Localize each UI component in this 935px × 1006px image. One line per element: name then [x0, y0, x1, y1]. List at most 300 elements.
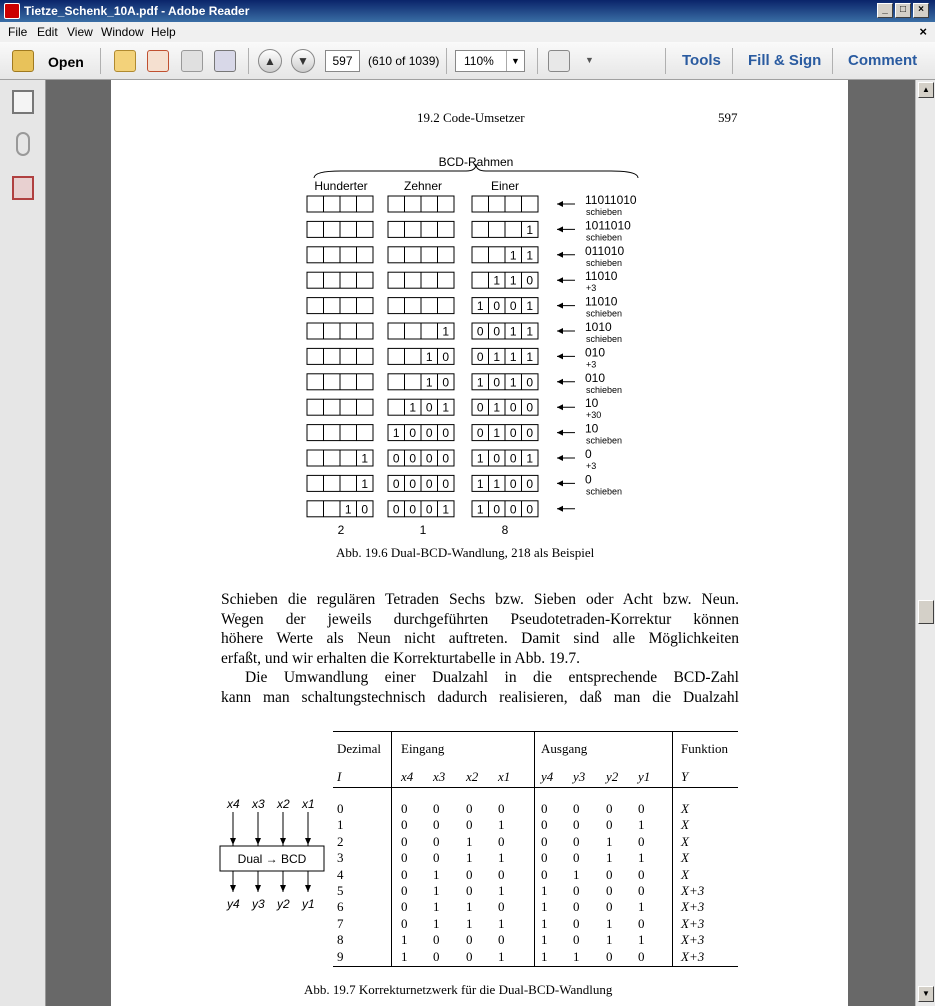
bit-digit: 1 [493, 476, 501, 491]
arrow-head [557, 303, 563, 309]
binary-value: 11010 [585, 294, 618, 309]
column-label: Einer [490, 179, 520, 193]
table-cell: 1 [433, 866, 440, 882]
arrow-head [557, 430, 563, 436]
bit-digit: 1 [493, 273, 501, 288]
bit-digit: 1 [526, 299, 534, 314]
table-cell: 1 [433, 899, 440, 915]
table-subheader: y4 [541, 769, 554, 784]
bit-digit: 0 [442, 426, 450, 441]
table-cell: 8 [337, 932, 344, 948]
bit-digit: 0 [442, 451, 450, 466]
bit-digit: 1 [526, 222, 534, 237]
table-cell: 1 [466, 833, 473, 849]
bit-digit: 1 [509, 324, 517, 339]
navigation-panel [0, 80, 46, 1006]
bit-digit: 0 [526, 375, 534, 390]
bit-digit: 1 [476, 375, 484, 390]
bit-digit: 0 [526, 273, 534, 288]
bit-digit: 0 [526, 502, 534, 517]
text-line: höhere Werte als Neun nicht auftreten. Damit sind alle Möglichkeiten [221, 630, 739, 647]
bit-digit: 1 [526, 451, 534, 466]
table-cell: 0 [433, 817, 440, 833]
operation-note: schieben [586, 257, 623, 268]
bit-digit: 0 [409, 426, 417, 441]
table-cell: X [681, 850, 689, 866]
zoom-value: 110% [464, 54, 494, 68]
table-cell: X [681, 817, 689, 833]
table-cell: X+3 [681, 899, 705, 915]
figure-19-6-caption: Abb. 19.6 Dual-BCD-Wandlung, 218 als Beispiel [336, 545, 595, 560]
arrow-head [557, 506, 563, 512]
operation-note: schieben [586, 384, 623, 395]
next-page-button[interactable]: ▼ [291, 49, 315, 73]
zoom-select[interactable] [455, 50, 525, 72]
table-cell: X [681, 866, 689, 882]
fit-page-icon[interactable] [548, 50, 570, 72]
table-divider [391, 731, 392, 967]
operation-note: +3 [586, 461, 597, 471]
text-line: kann man schaltungstechnisch dadurch realisieren, daß man die Dualzahl [221, 688, 739, 706]
table-cell: 0 [433, 850, 440, 866]
table-cell: 0 [541, 850, 548, 866]
table-cell: 1 [498, 915, 505, 931]
table-cell: 1 [466, 899, 473, 915]
table-cell: 0 [541, 866, 548, 882]
bit-digit: 1 [425, 349, 433, 364]
table-cell: 0 [573, 899, 580, 915]
bit-digit: 1 [442, 502, 450, 517]
toolbar-options-chevron-icon[interactable]: ▼ [585, 55, 594, 65]
bit-digit: 1 [509, 273, 517, 288]
table-cell: 1 [433, 915, 440, 931]
bit-digit: 1 [493, 400, 501, 415]
arrow-head [557, 404, 563, 410]
table-subheader: x4 [401, 769, 414, 784]
bit-digit: 0 [425, 426, 433, 441]
create-pdf-icon[interactable] [114, 50, 136, 72]
table-cell: 0 [498, 866, 505, 882]
table-cell: 0 [573, 833, 580, 849]
table-cell: 1 [498, 883, 505, 898]
arrow-head [255, 838, 261, 845]
table-cell: 0 [401, 817, 408, 833]
binary-value: 1010 [585, 320, 612, 334]
open-button[interactable] [8, 47, 96, 75]
bcd-digit: 8 [501, 523, 509, 538]
bit-digit: 1 [509, 248, 517, 263]
bit-digit: 0 [526, 426, 534, 441]
operation-note: schieben [586, 232, 623, 243]
frame-label: BCD-Rahmen [438, 155, 514, 169]
text-line: Die Umwandlung einer Dualzahl in die entsprechende BCD-Zahl [245, 669, 739, 686]
table-cell: 0 [606, 817, 613, 833]
page-number: 597 [718, 110, 738, 125]
table-cell: 1 [401, 932, 408, 948]
arrow-head [230, 838, 236, 845]
table-header: Dezimal [337, 741, 382, 756]
table-cell: 6 [337, 899, 344, 915]
folder-icon [12, 50, 34, 72]
bit-digit: 1 [361, 451, 369, 466]
open-label: Open [48, 54, 84, 70]
table-cell: 0 [433, 833, 440, 849]
table-cell: 0 [638, 833, 645, 849]
bit-digit: 1 [442, 400, 450, 415]
dual-bcd-conversion-figure [301, 146, 671, 546]
scroll-up-button[interactable]: ▲ [918, 82, 934, 98]
table-divider [672, 731, 673, 967]
scrollbar-thumb[interactable] [918, 600, 934, 624]
table-cell: 0 [401, 899, 408, 915]
page-number-input[interactable]: 597 [325, 50, 360, 72]
menu-file[interactable]: File [8, 25, 28, 39]
arrow-head [305, 838, 311, 845]
bit-digit: 0 [509, 400, 517, 415]
table-cell: 0 [573, 817, 580, 833]
table-subheader: y1 [638, 769, 651, 784]
previous-page-button[interactable]: ▲ [258, 49, 282, 73]
arrow-head [557, 252, 563, 258]
column-label: Hunderter [314, 179, 368, 193]
input-label: x4 [227, 797, 240, 811]
bit-digit: 1 [493, 349, 501, 364]
operation-note: schieben [586, 334, 623, 344]
bit-digit: 0 [476, 349, 484, 364]
page-count-label: (610 of 1039) [368, 54, 440, 68]
document-close-icon[interactable]: × [919, 24, 927, 39]
pdf-app-icon [4, 3, 20, 19]
bit-digit: 0 [476, 324, 484, 339]
bit-digit: 0 [493, 299, 501, 314]
bit-digit: 0 [409, 476, 417, 491]
table-cell: 0 [638, 801, 645, 816]
table-cell: 1 [337, 817, 344, 833]
table-cell: X+3 [681, 932, 705, 948]
bit-digit: 0 [509, 451, 517, 466]
arrow-head [557, 455, 563, 461]
table-cell: 1 [606, 932, 613, 948]
minimize-button[interactable]: _ [877, 3, 893, 18]
attachments-paperclip-icon[interactable] [16, 132, 30, 156]
binary-value: 10 [585, 396, 599, 411]
table-cell: 0 [466, 866, 473, 882]
binary-value: 010 [585, 345, 606, 360]
table-cell: 1 [498, 817, 505, 833]
bit-digit: 0 [493, 451, 501, 466]
bit-digit: 1 [361, 476, 369, 491]
bcd-digit: 2 [337, 523, 345, 538]
table-cell: X+3 [681, 948, 705, 964]
bit-digit: 0 [425, 451, 433, 466]
table-cell: 1 [638, 850, 645, 866]
arrow-head [280, 885, 286, 892]
table-header: Ausgang [541, 741, 588, 756]
table-subheader: x2 [466, 769, 479, 784]
bit-digit: 0 [425, 502, 433, 517]
table-cell: 1 [541, 948, 548, 964]
table-cell: 1 [573, 948, 580, 964]
bit-digit: 1 [509, 349, 517, 364]
table-cell: 9 [337, 948, 344, 964]
bcd-digit: 1 [419, 523, 427, 538]
table-rule [333, 787, 738, 788]
title-bar [0, 0, 935, 22]
bit-digit: 0 [409, 502, 417, 517]
table-cell: 0 [433, 948, 440, 964]
bit-digit: 0 [392, 476, 400, 491]
table-cell: 0 [401, 801, 408, 816]
table-cell: 1 [638, 932, 645, 948]
bit-digit: 0 [476, 400, 484, 415]
table-cell: 0 [498, 801, 505, 816]
bit-digit: 0 [509, 299, 517, 314]
table-cell: 1 [498, 850, 505, 866]
table-cell: 4 [337, 866, 344, 882]
table-cell: 0 [466, 801, 473, 816]
text-line: Schieben die regulären Tetraden Sechs bzw. Sieben oder Acht bzw. Neun. [221, 591, 739, 608]
bit-digit: 1 [526, 324, 534, 339]
bit-digit: 1 [476, 299, 484, 314]
table-cell: 0 [466, 883, 473, 898]
signatures-icon[interactable] [12, 176, 34, 200]
page-thumbnails-icon[interactable] [12, 90, 34, 114]
menu-edit[interactable]: Edit [37, 25, 58, 39]
binary-value: 10 [585, 421, 599, 436]
bit-digit: 0 [493, 324, 501, 339]
table-cell: 1 [433, 883, 440, 898]
table-cell: 2 [337, 833, 344, 849]
table-cell: 0 [573, 850, 580, 866]
table-cell: 1 [498, 948, 505, 964]
bit-digit: 1 [476, 451, 484, 466]
table-rule [333, 731, 738, 732]
correction-network-diagram [211, 796, 331, 916]
bit-digit: 0 [425, 400, 433, 415]
menu-bar [0, 22, 935, 42]
bit-digit: 0 [392, 502, 400, 517]
bit-digit: 0 [442, 349, 450, 364]
bit-digit: 0 [409, 451, 417, 466]
table-cell: 1 [541, 883, 548, 898]
table-cell: 0 [498, 899, 505, 915]
table-cell: X+3 [681, 883, 705, 898]
table-cell: 0 [401, 915, 408, 931]
table-cell: 0 [466, 932, 473, 948]
bit-digit: 0 [526, 400, 534, 415]
table-cell: 0 [401, 883, 408, 898]
tools-pane-button[interactable]: Tools [682, 52, 721, 69]
save-icon[interactable] [181, 50, 203, 72]
table-subheader: x1 [498, 769, 511, 784]
bit-digit: 1 [476, 502, 484, 517]
arrow-head [557, 226, 563, 232]
table-cell: 0 [337, 801, 344, 816]
arrow-head [557, 328, 563, 334]
input-label: x2 [277, 797, 290, 811]
bit-digit: 1 [526, 248, 534, 263]
bit-digit: 1 [476, 476, 484, 491]
bit-digit: 1 [493, 426, 501, 441]
vertical-scrollbar[interactable] [915, 80, 935, 1006]
frame-brace [314, 164, 638, 178]
table-cell: 1 [573, 866, 580, 882]
table-cell: X+3 [681, 915, 705, 931]
table-cell: 0 [541, 833, 548, 849]
table-cell: 0 [638, 915, 645, 931]
paragraph-1 [221, 590, 739, 668]
arrow-head [280, 838, 286, 845]
bit-digit: 0 [509, 426, 517, 441]
bit-digit: 1 [425, 375, 433, 390]
bit-digit: 1 [526, 349, 534, 364]
table-cell: 0 [466, 817, 473, 833]
arrow-head [230, 885, 236, 892]
paragraph-2 [221, 668, 739, 707]
arrow-head [557, 480, 563, 486]
scroll-down-button[interactable]: ▼ [918, 986, 934, 1002]
table-cell: 0 [606, 899, 613, 915]
bit-digit: 1 [344, 502, 352, 517]
bit-digit: 0 [509, 476, 517, 491]
table-subheader: x3 [433, 769, 446, 784]
binary-value: 011010 [585, 243, 625, 258]
table-cell: 0 [401, 833, 408, 849]
output-label: y4 [227, 897, 240, 911]
table-cell: 0 [638, 866, 645, 882]
input-label: x3 [252, 797, 265, 811]
table-cell: 0 [401, 866, 408, 882]
binary-value: 11010 [585, 269, 618, 284]
bit-digit: 0 [442, 375, 450, 390]
table-cell: 1 [606, 850, 613, 866]
table-header: Eingang [401, 741, 445, 756]
table-cell: 1 [638, 899, 645, 915]
page-section-header: 19.2 Code-Umsetzer [417, 110, 525, 125]
output-label: y1 [302, 897, 315, 911]
table-rule [333, 966, 738, 967]
operation-note: schieben [586, 308, 623, 319]
table-cell: 1 [466, 850, 473, 866]
binary-value: 1011010 [585, 218, 631, 233]
operation-note: +30 [586, 410, 602, 421]
bit-digit: 0 [526, 476, 534, 491]
operation-note: schieben [586, 207, 623, 217]
arrow-head [305, 885, 311, 892]
table-cell: 1 [606, 833, 613, 849]
table-cell: 0 [606, 883, 613, 898]
table-cell: 7 [337, 915, 344, 931]
table-cell: 0 [466, 948, 473, 964]
bit-digit: 1 [442, 324, 450, 339]
table-cell: 1 [541, 915, 548, 931]
table-cell: 1 [466, 915, 473, 931]
maximize-button[interactable]: □ [895, 3, 911, 18]
table-cell: 1 [541, 899, 548, 915]
bit-digit: 0 [493, 502, 501, 517]
arrow-head [255, 885, 261, 892]
bit-digit: 1 [409, 400, 417, 415]
print-icon[interactable] [214, 50, 236, 72]
table-cell: 0 [433, 801, 440, 816]
input-label: x1 [302, 797, 315, 811]
table-cell: 0 [606, 866, 613, 882]
arrow-head [557, 353, 563, 359]
table-subheader: Y [681, 769, 689, 784]
chevron-down-icon[interactable]: ▼ [506, 51, 524, 71]
table-divider [534, 731, 535, 967]
fill-sign-pane-button[interactable]: Fill & Sign [748, 52, 822, 69]
close-button[interactable]: × [913, 3, 929, 18]
table-cell: 1 [541, 932, 548, 948]
binary-value: 11011010 [585, 193, 637, 207]
table-cell: 0 [433, 932, 440, 948]
pdf-page [111, 80, 848, 1006]
table-cell: 0 [401, 850, 408, 866]
bit-digit: 0 [425, 476, 433, 491]
comment-pane-button[interactable]: Comment [848, 52, 918, 69]
bit-digit: 0 [493, 375, 501, 390]
window-title: Tietze_Schenk_10A.pdf - Adobe Reader [24, 4, 250, 18]
table-cell: 0 [573, 801, 580, 816]
bit-digit: 0 [509, 502, 517, 517]
table-cell: 0 [638, 948, 645, 964]
arrow-head [557, 201, 563, 207]
figure-19-7-caption: Abb. 19.7 Korrekturnetzwerk für die Dual-BCD-Wandlung [304, 982, 613, 997]
bit-digit: 0 [442, 476, 450, 491]
table-cell: 5 [337, 883, 344, 898]
bit-digit: 0 [361, 502, 369, 517]
table-cell: 0 [498, 932, 505, 948]
bit-digit: 1 [392, 426, 400, 441]
table-cell: X [681, 833, 689, 849]
output-label: y3 [252, 897, 265, 911]
menu-window[interactable]: Window [101, 25, 144, 39]
table-cell: 0 [573, 915, 580, 931]
table-cell: 1 [606, 915, 613, 931]
table-cell: 1 [638, 817, 645, 833]
bit-digit: 0 [392, 451, 400, 466]
table-cell: 0 [541, 801, 548, 816]
table-cell: 3 [337, 850, 344, 866]
text-line: erfaßt, und wir erhalten die Korrekturtabelle in Abb. 19.7. [221, 649, 580, 667]
table-cell: 0 [606, 948, 613, 964]
table-subheader: y3 [573, 769, 586, 784]
table-cell: 0 [573, 883, 580, 898]
export-pdf-icon[interactable] [147, 50, 169, 72]
table-subheader: y2 [606, 769, 619, 784]
column-label: Zehner [403, 179, 443, 193]
binary-value: 0 [585, 447, 592, 461]
arrow-head [557, 277, 563, 283]
table-cell: 0 [638, 883, 645, 898]
menu-help[interactable]: Help [151, 25, 176, 39]
arrow-head [557, 379, 563, 385]
document-viewer[interactable] [46, 80, 915, 1006]
bit-digit: 1 [509, 375, 517, 390]
operation-note: schieben [586, 435, 623, 446]
bit-digit: 0 [476, 426, 484, 441]
binary-value: 010 [585, 370, 606, 385]
table-cell: X [681, 801, 689, 816]
menu-view[interactable]: View [67, 25, 93, 39]
table-cell: 1 [401, 948, 408, 964]
operation-note: +3 [586, 283, 597, 294]
output-label: y2 [277, 897, 290, 911]
table-cell: 0 [573, 932, 580, 948]
binary-value: 0 [585, 472, 592, 487]
table-cell: 0 [606, 801, 613, 816]
